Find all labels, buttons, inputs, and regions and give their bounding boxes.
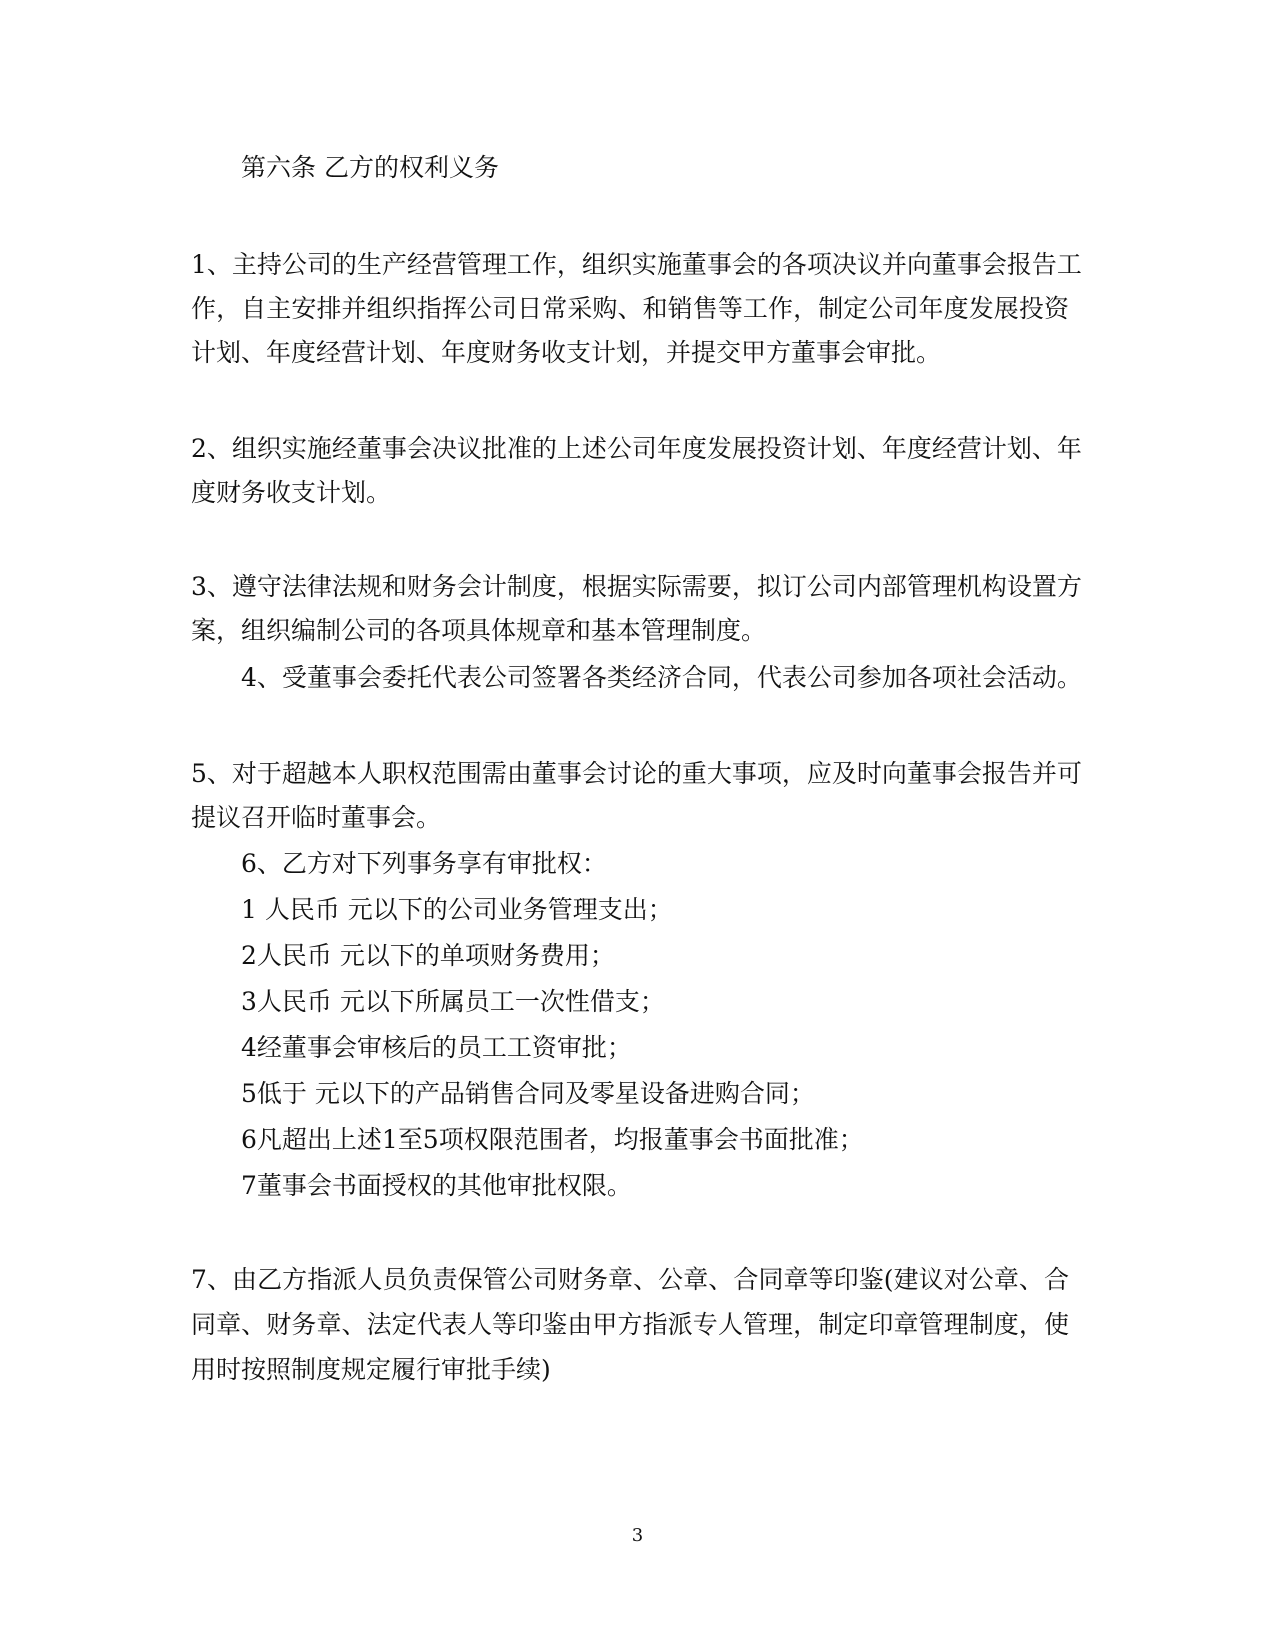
article-heading: 第六条 乙方的权利义务 <box>241 153 499 182</box>
page-number: 3 <box>631 1525 644 1546</box>
paragraph-5-line-1: 5、对于超越本人职权范围需由董事会讨论的重大事项，应及时向董事会报告并可 <box>191 759 1082 788</box>
approval-item-1: 1 人民币 元以下的公司业务管理支出； <box>241 895 673 924</box>
approval-item-7: 7董事会书面授权的其他审批权限。 <box>241 1171 632 1200</box>
approval-item-3: 3人民币 元以下所属员工一次性借支； <box>241 987 665 1016</box>
paragraph-1-line-1: 1、主持公司的生产经营管理工作，组织实施董事会的各项决议并向董事会报告工 <box>191 250 1082 279</box>
paragraph-2-line-2: 度财务收支计划。 <box>191 478 392 507</box>
approval-item-5: 5低于 元以下的产品销售合同及零星设备进购合同； <box>241 1079 815 1108</box>
approval-item-4: 4经董事会审核后的员工工资审批； <box>241 1033 632 1062</box>
paragraph-6-line-1: 6、乙方对下列事务享有审批权： <box>241 849 607 878</box>
paragraph-3-line-1: 3、遵守法律法规和财务会计制度，根据实际需要，拟订公司内部管理机构设置方 <box>191 572 1082 601</box>
paragraph-1-line-3: 计划、年度经营计划、年度财务收支计划，并提交甲方董事会审批。 <box>191 338 942 367</box>
paragraph-3-line-2: 案，组织编制公司的各项具体规章和基本管理制度。 <box>191 616 767 645</box>
approval-item-2: 2人民币 元以下的单项财务费用； <box>241 941 615 970</box>
paragraph-4-line-1: 4、受董事会委托代表公司签署各类经济合同，代表公司参加各项社会活动。 <box>241 663 1082 692</box>
paragraph-7-line-1: 7、由乙方指派人员负责保管公司财务章、公章、合同章等印鉴(建议对公章、合 <box>191 1265 1069 1294</box>
paragraph-5-line-2: 提议召开临时董事会。 <box>191 803 442 832</box>
paragraph-7-line-2: 同章、财务章、法定代表人等印鉴由甲方指派专人管理，制定印章管理制度，使 <box>191 1310 1069 1339</box>
approval-item-6: 6凡超出上述1至5项权限范围者，均报董事会书面批准； <box>241 1125 864 1154</box>
paragraph-7-line-3: 用时按照制度规定履行审批手续) <box>191 1355 551 1384</box>
paragraph-2-line-1: 2、组织实施经董事会决议批准的上述公司年度发展投资计划、年度经营计划、年 <box>191 434 1082 463</box>
paragraph-1-line-2: 作，自主安排并组织指挥公司日常采购、和销售等工作，制定公司年度发展投资 <box>191 294 1069 323</box>
